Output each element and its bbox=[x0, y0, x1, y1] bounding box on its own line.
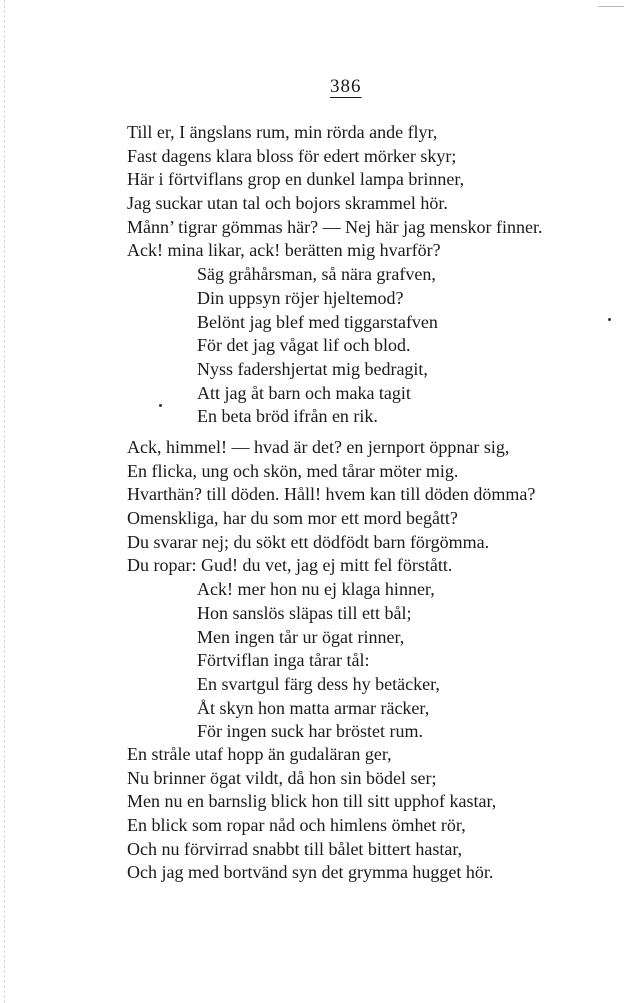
poem-line: Omenskliga, har du som mor ett mord begått? bbox=[127, 508, 458, 529]
poem-line: En beta bröd ifrån en rik. bbox=[197, 406, 378, 427]
stanza-1 bbox=[127, 121, 597, 429]
poem-line: Jag suckar utan tal och bojors skrammel hör. bbox=[127, 193, 448, 214]
poem-line: Du svarar nej; du sökt ett dödfödt barn förgömma. bbox=[127, 531, 490, 552]
poem-line: För det jag vågat lif och blod. bbox=[197, 335, 411, 356]
poem-line: För ingen suck har bröstet rum. bbox=[197, 721, 423, 742]
poem-line: Att jag åt barn och maka tagit bbox=[197, 382, 411, 403]
poem-line: Din uppsyn röjer hjeltemod? bbox=[197, 287, 404, 308]
poem-line: Månn’ tigrar gömmas här? — Nej här jag menskor finner. bbox=[127, 216, 543, 237]
poem-line: Belönt jag blef med tiggarstafven bbox=[197, 311, 438, 332]
poem-line: Åt skyn hon matta armar räcker, bbox=[197, 697, 430, 718]
poem-line: En svartgul färg dess hy betäcker, bbox=[197, 673, 440, 694]
poem-line: Nu brinner ögat vildt, då hon sin bödel ser; bbox=[127, 767, 437, 788]
poem-line: Säg gråhårsman, så nära grafven, bbox=[197, 264, 436, 285]
poem-line: En flicka, ung och skön, med tårar möter mig. bbox=[127, 460, 459, 481]
poem-line: Ack! mina likar, ack! berätten mig hvarför? bbox=[127, 240, 441, 261]
poem-line: Men nu en barnslig blick hon till sitt upphof kastar, bbox=[127, 791, 497, 812]
poem-line: Men ingen tår ur ögat rinner, bbox=[197, 626, 405, 647]
stanza-2 bbox=[127, 436, 597, 744]
poem-line: Till er, I ängslans rum, min rörda ande flyr, bbox=[127, 122, 438, 142]
poem-line: Fast dagens klara bloss för edert mörker skyr; bbox=[127, 145, 457, 166]
poem-line: Nyss fadershjertat mig bedragit, bbox=[197, 358, 428, 379]
poem-line: Och nu förvirrad snabbt till bålet bittert hastar, bbox=[127, 838, 463, 859]
poem-line: Och jag med bortvänd syn det grymma hugget hör. bbox=[127, 862, 494, 883]
stanza-3 bbox=[127, 743, 597, 885]
poem-line: En blick som ropar nåd och himlens ömhet rör, bbox=[127, 815, 466, 836]
poem-line: Ack, himmel! — hvad är det? en jernport öppnar sig, bbox=[127, 437, 510, 457]
poem-line: Hvarthän? till döden. Håll! hvem kan till döden dömma? bbox=[127, 484, 536, 505]
poem-line: En stråle utaf hopp än gudaläran ger, bbox=[127, 744, 392, 764]
poem-line: Här i förtviflans grop en dunkel lampa brinner, bbox=[127, 169, 465, 190]
scan-edge-line bbox=[4, 0, 5, 1003]
poem-line: Hon sanslös släpas till ett bål; bbox=[197, 602, 412, 623]
poem-line: Förtviflan inga tårar tål: bbox=[197, 650, 370, 671]
scan-speck bbox=[608, 318, 611, 321]
poem-line: Du ropar: Gud! du vet, jag ej mitt fel förstått. bbox=[127, 555, 453, 576]
scan-top-rule bbox=[598, 6, 624, 7]
page-number: 386 bbox=[330, 76, 362, 97]
poem-line: Ack! mer hon nu ej klaga hinner, bbox=[197, 579, 435, 600]
